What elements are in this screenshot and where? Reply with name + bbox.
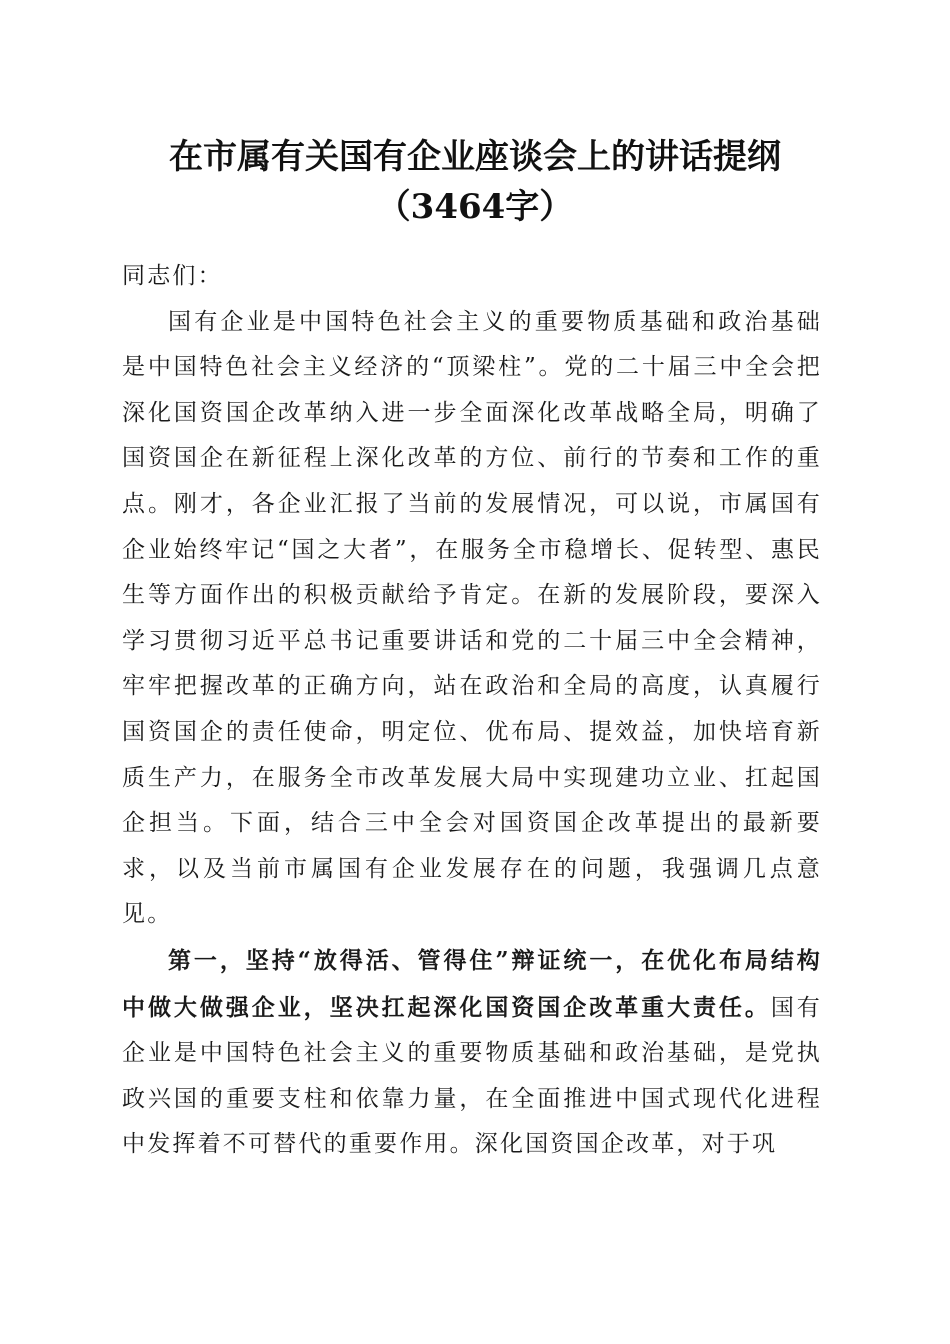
paragraph-first-point	[122, 938, 822, 1168]
salutation: 同志们：	[122, 263, 223, 289]
word-count: （3464字）	[376, 187, 574, 227]
title-block	[0, 132, 950, 232]
document-body	[122, 254, 822, 1168]
document-title: 在市属有关国有企业座谈会上的讲话提纲	[169, 137, 781, 177]
first-point-heading: 第一，坚持“放得活、管得住”辩证统一，在优化布局结构中做大做强企业，坚决扛起深化国资国企改革重大责任。	[122, 946, 822, 1021]
first-point-body: 国有企业是中国特色社会主义的重要物质基础和政治基础，是党执政兴国的重要支柱和依靠力量，在全面推进中国式现代化进程中发挥着不可替代的重要作用。深化国资国企改革，对于巩	[122, 994, 822, 1158]
paragraph-intro: 国有企业是中国特色社会主义的重要物质基础和政治基础是中国特色社会主义经济的“顶梁柱”。党的二十届三中全会把深化国资国企改革纳入进一步全面深化改革战略全局，明确了国资国企在新征程上深化改革的方位、前行的节奏和工作的重点。刚才，各企业汇报了当前的发展情况，可以说，市属国有企业始终牢记“国之大者”，在服务全市稳增长、促转型、惠民生等方面作出的积极贡献给予肯定。在新的发展阶段，要深入学习贯彻习近平总书记重要讲话和党的二十届三中全会精神，牢牢把握改革的正确方向，站在政治和全局的高度，认真履行国资国企的责任使命，明定位、优布局、提效益，加快培育新质生产力，在服务全市改革发展大局中实现建功立业、扛起国企担当。下面，结合三中全会对国资国企改革提出的最新要求，以及当前市属国有企业发展存在的问题，我强调几点意见。	[122, 308, 822, 928]
